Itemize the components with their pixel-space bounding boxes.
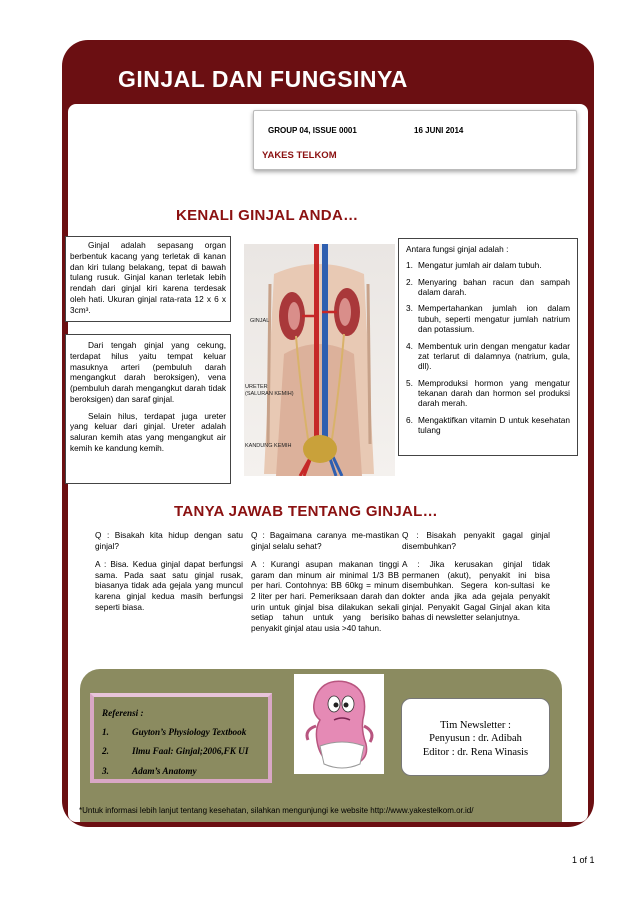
newsletter-team-box xyxy=(401,698,550,776)
page-number: 1 of 1 xyxy=(572,855,595,865)
function-item: 4. Membentuk urin dengan mengatur kadar zat terlarut di dalamnya (natrium, gula, dll). xyxy=(406,340,570,372)
urinary-system-image xyxy=(244,244,395,476)
section-heading-tanya-jawab: TANYA JAWAB TENTANG GINJAL… xyxy=(174,503,438,520)
answer-2: A : Kurangi asupan makanan tinggi garam dan minum air minimal 1/3 BB per hari. Contohnya: BB 60kg = minum 2 liter per hari. Pemeriksaan darah dan urin untuk ginjal bisa dilakukan sekali setiap tahun untuk yang berisiko penyakit ginjal atau usia >40 tahun. xyxy=(251,559,399,633)
label-kidney: GINJAL xyxy=(250,318,270,324)
issue-number: GROUP 04, ISSUE 0001 xyxy=(268,126,357,135)
qa-column-2 xyxy=(251,530,399,633)
label-ureter-sub: (SALURAN KEMIH) xyxy=(245,391,294,397)
hilus-text-box xyxy=(65,334,231,484)
question-2: Q : Bagaimana caranya me-mastikan ginjal selalu sehat? xyxy=(251,530,399,551)
team-author: Penyusun : dr. Adibah xyxy=(429,733,522,745)
newsletter-title: GINJAL DAN FUNGSINYA xyxy=(118,66,408,92)
reference-item: 2. Ilmu Faal: Ginjal;2006,FK UI xyxy=(102,746,249,757)
qa-column-1 xyxy=(95,530,243,612)
hilus-paragraph: Dari tengah ginjal yang cekung, terdapat hilus yaitu tempat keluar masuknya arteri (pembuluh darah mengangkut darah beroksigen), vena (pembuluh darah mengangkut darah tidak beroksigen) dan saraf ginjal. xyxy=(70,340,226,404)
references-title: Referensi : xyxy=(102,708,144,718)
ureter-paragraph: Selain hilus, terdapat juga ureter yang keluar dari ginjal. Ureter adalah saluran kemih atas yang mengangkut air kemih ke kandung kemih. xyxy=(70,410,226,454)
function-item: 6. Mengaktifkan vitamin D untuk kesehatan tulang xyxy=(406,414,570,436)
function-item: 5. Memproduksi hormon yang mengatur tekanan darah dan hormon sel produksi darah merah. xyxy=(406,377,570,409)
function-item: 2. Menyaring bahan racun dan sampah dalam darah. xyxy=(406,276,570,298)
section-heading-kenali: KENALI GINJAL ANDA… xyxy=(176,207,359,224)
intro-paragraph: Ginjal adalah sepasang organ berbentuk kacang yang terletak di kanan dan kiri tulang belakang, tepat di bawah tulang rusuk. Ginjal kanan terletak lebih rendah dari ginjal kiri karena terdesak oleh hati. Ukuran ginjal rata-rata 12 x 6 x 3cm³. xyxy=(70,240,226,315)
reference-item: 1. Guyton’s Physiology Textbook xyxy=(102,727,247,738)
kidney-mascot-image xyxy=(294,674,384,774)
intro-text-box xyxy=(65,236,231,322)
urinary-system-illustration xyxy=(244,244,395,476)
kidney-mascot-icon xyxy=(294,674,384,774)
question-1: Q : Bisakah kita hidup dengan satu ginjal? xyxy=(95,530,243,551)
qa-column-3 xyxy=(402,530,550,623)
references-box xyxy=(90,693,272,783)
question-3: Q : Bisakah penyakit gagal ginjal disembuhkan? xyxy=(402,530,550,551)
reference-item: 3. Adam’s Anatomy xyxy=(102,765,197,776)
functions-box xyxy=(398,238,578,456)
functions-list xyxy=(406,260,570,435)
footer-note: *Untuk informasi lebih lanjut tentang kesehatan, silahkan mengunjungi ke website http://www.yakestelkom.or.id/ xyxy=(79,806,474,815)
functions-title: Antara fungsi ginjal adalah : xyxy=(406,244,509,254)
function-item: 3. Mempertahankan jumlah ion dalam tubuh, seperti mengatur jumlah natrium dan potassium. xyxy=(406,303,570,335)
team-heading: Tim Newsletter : xyxy=(440,720,511,731)
answer-1: A : Bisa. Kedua ginjal dapat berfungsi sama. Pada saat satu ginjal rusak, biasanya tidak ada gejala yang muncul karena ginjal kedua masih berfungsi seperti biasa. xyxy=(95,559,243,612)
issue-date: 16 JUNI 2014 xyxy=(414,126,464,135)
label-ureter: URETER xyxy=(245,384,268,390)
issue-info-box xyxy=(253,110,577,170)
label-bladder: KANDUNG KEMIH xyxy=(245,443,292,449)
function-item: 1. Mengatur jumlah air dalam tubuh. xyxy=(406,260,542,271)
publisher-name: YAKES TELKOM xyxy=(262,150,337,161)
team-editor: Editor : dr. Rena Winasis xyxy=(422,746,529,758)
answer-3: A : Jika kerusakan ginjal tidak permanen (akut), penyakit ini bisa disembuhkan. Segera kon-sultasi ke dokter anda jika ada gejala penyakit ginjal. Penyakit Gagal Ginjal akan kita bahas di newsletter selanjutnya. xyxy=(402,559,550,623)
